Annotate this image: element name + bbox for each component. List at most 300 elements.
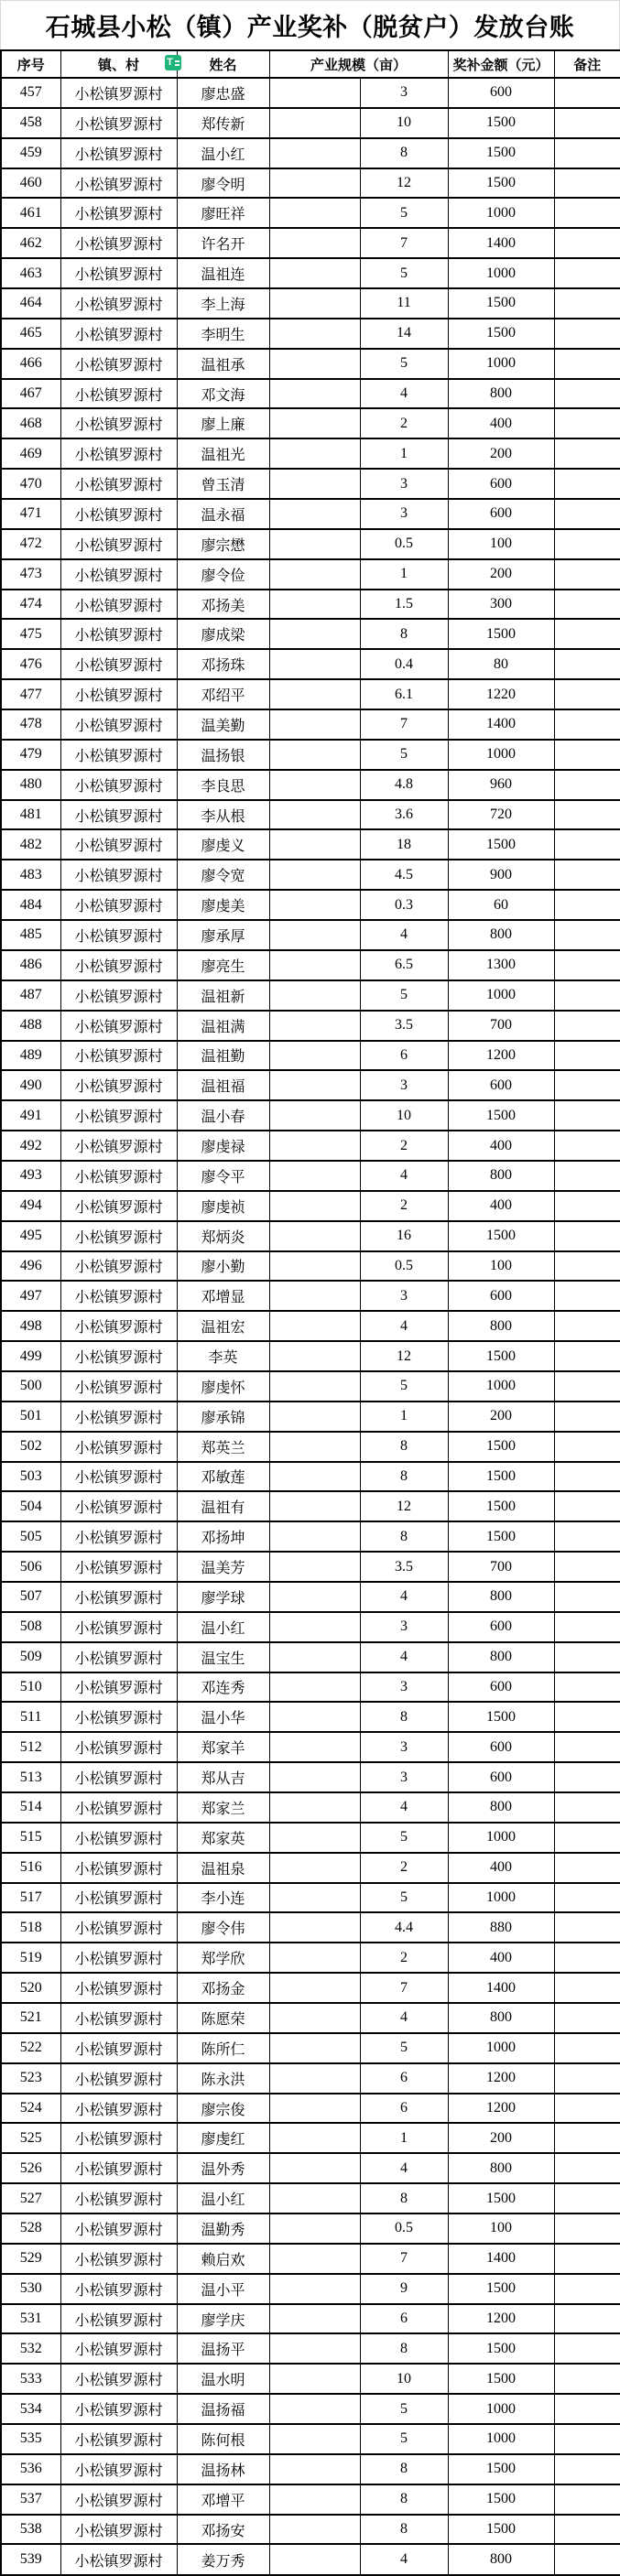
cell-amount: 600: [448, 1732, 554, 1762]
cell-remark: [554, 258, 620, 288]
cell-scale-blank: [269, 1251, 360, 1282]
cell-remark: [554, 2033, 620, 2063]
cell-serial: 467: [1, 379, 60, 409]
cell-serial: 523: [1, 2063, 60, 2094]
cell-serial: 508: [1, 1612, 60, 1642]
cell-name: 廖令平: [177, 1161, 269, 1191]
cell-serial: 509: [1, 1642, 60, 1672]
cell-name: 许名开: [177, 228, 269, 258]
cell-scale-blank: [269, 1672, 360, 1703]
cell-amount: 1200: [448, 1041, 554, 1071]
cell-amount: 900: [448, 860, 554, 890]
cell-serial: 491: [1, 1100, 60, 1131]
cell-name: 廖学庆: [177, 2304, 269, 2334]
cell-name: 廖小勤: [177, 1251, 269, 1282]
cell-village: 小松镇罗源村: [60, 168, 177, 199]
cell-village: 小松镇罗源村: [60, 78, 177, 108]
cell-village: 小松镇罗源村: [60, 2063, 177, 2094]
cell-scale-value: 3.5: [360, 1552, 448, 1582]
cell-name: 温祖光: [177, 438, 269, 469]
cell-scale-blank: [269, 1161, 360, 1191]
cell-serial: 529: [1, 2244, 60, 2274]
cell-amount: 600: [448, 1612, 554, 1642]
table-row: [1, 2244, 620, 2274]
cell-serial: 469: [1, 438, 60, 469]
cell-serial: 503: [1, 1462, 60, 1492]
cell-name: 陈愿荣: [177, 2003, 269, 2033]
cell-name: 廖成梁: [177, 619, 269, 649]
cell-village: 小松镇罗源村: [60, 1191, 177, 1221]
cell-remark: [554, 529, 620, 559]
cell-amount: 400: [448, 1853, 554, 1883]
cell-scale-blank: [269, 258, 360, 288]
cell-amount: 1500: [448, 619, 554, 649]
cell-serial: 498: [1, 1311, 60, 1341]
cell-amount: 1000: [448, 2033, 554, 2063]
cell-amount: 600: [448, 1281, 554, 1311]
cell-amount: 1000: [448, 198, 554, 228]
cell-scale-blank: [269, 2544, 360, 2575]
cell-amount: 200: [448, 559, 554, 590]
cell-scale-blank: [269, 78, 360, 108]
cell-village: 小松镇罗源村: [60, 980, 177, 1011]
cell-amount: 800: [448, 1642, 554, 1672]
cell-remark: [554, 108, 620, 138]
cell-scale-value: 1: [360, 1402, 448, 1432]
cell-village: 小松镇罗源村: [60, 740, 177, 770]
cell-remark: [554, 2484, 620, 2515]
cell-serial: 473: [1, 559, 60, 590]
cell-scale-value: 8: [360, 2454, 448, 2484]
cell-village: 小松镇罗源村: [60, 2003, 177, 2033]
translate-extension-icon[interactable]: [165, 55, 181, 70]
cell-scale-value: 12: [360, 168, 448, 199]
cell-scale-blank: [269, 1100, 360, 1131]
cell-name: 邓扬坤: [177, 1521, 269, 1552]
cell-village: 小松镇罗源村: [60, 379, 177, 409]
table-row: [1, 1191, 620, 1221]
cell-amount: 600: [448, 1672, 554, 1703]
cell-amount: 1300: [448, 950, 554, 980]
title-bar: [0, 0, 620, 49]
cell-name: 邓增显: [177, 1281, 269, 1311]
cell-scale-value: 16: [360, 1221, 448, 1251]
cell-remark: [554, 1521, 620, 1552]
cell-scale-value: 8: [360, 2333, 448, 2364]
cell-name: 廖令伟: [177, 1912, 269, 1943]
col-header-amount: 奖补金额（元）: [448, 50, 554, 78]
cell-amount: 600: [448, 499, 554, 529]
cell-remark: [554, 168, 620, 199]
cell-scale-blank: [269, 1311, 360, 1341]
cell-serial: 500: [1, 1371, 60, 1402]
cell-scale-blank: [269, 1552, 360, 1582]
table-row: [1, 1552, 620, 1582]
cell-remark: [554, 1462, 620, 1492]
cell-remark: [554, 920, 620, 950]
table-row: [1, 499, 620, 529]
table-row: [1, 1462, 620, 1492]
cell-name: 邓扬美: [177, 590, 269, 620]
cell-scale-value: 2: [360, 1853, 448, 1883]
cell-village: 小松镇罗源村: [60, 1070, 177, 1100]
cell-serial: 479: [1, 740, 60, 770]
cell-name: 温水明: [177, 2364, 269, 2394]
cell-village: 小松镇罗源村: [60, 1883, 177, 1913]
cell-amount: 1500: [448, 2484, 554, 2515]
cell-remark: [554, 319, 620, 349]
cell-scale-value: 8: [360, 1432, 448, 1462]
table-row: [1, 469, 620, 499]
table-row: [1, 2454, 620, 2484]
table-row: [1, 1221, 620, 1251]
cell-village: 小松镇罗源村: [60, 2333, 177, 2364]
cell-scale-blank: [269, 800, 360, 830]
cell-remark: [554, 1432, 620, 1462]
cell-scale-blank: [269, 1702, 360, 1732]
cell-amount: 400: [448, 408, 554, 438]
cell-name: 温小红: [177, 1612, 269, 1642]
cell-scale-blank: [269, 2274, 360, 2304]
cell-remark: [554, 2063, 620, 2094]
cell-name: 陈所仁: [177, 2033, 269, 2063]
cell-scale-blank: [269, 1973, 360, 2003]
cell-remark: [554, 198, 620, 228]
table-row: [1, 740, 620, 770]
cell-serial: 532: [1, 2333, 60, 2364]
cell-village: 小松镇罗源村: [60, 258, 177, 288]
cell-remark: [554, 1853, 620, 1883]
cell-village: 小松镇罗源村: [60, 829, 177, 860]
cell-name: 廖宗俊: [177, 2094, 269, 2124]
cell-scale-value: 10: [360, 1100, 448, 1131]
cell-amount: 1400: [448, 709, 554, 740]
cell-scale-value: 4: [360, 1311, 448, 1341]
cell-amount: 1400: [448, 228, 554, 258]
cell-scale-blank: [269, 1732, 360, 1762]
table-row: [1, 2033, 620, 2063]
cell-scale-blank: [269, 2033, 360, 2063]
cell-remark: [554, 1582, 620, 1612]
table-row: [1, 138, 620, 168]
cell-scale-value: 5: [360, 2394, 448, 2424]
table-row: [1, 950, 620, 980]
table-row: [1, 408, 620, 438]
cell-name: 温祖有: [177, 1491, 269, 1521]
translate-icon-lines: [175, 60, 179, 66]
cell-amount: 1500: [448, 2364, 554, 2394]
cell-scale-blank: [269, 1070, 360, 1100]
cell-amount: 1500: [448, 1702, 554, 1732]
cell-scale-value: 5: [360, 980, 448, 1011]
cell-amount: 1000: [448, 2424, 554, 2454]
cell-village: 小松镇罗源村: [60, 2544, 177, 2575]
cell-remark: [554, 1041, 620, 1071]
cell-remark: [554, 499, 620, 529]
table-row: [1, 1131, 620, 1161]
table-row: [1, 1732, 620, 1762]
cell-serial: 470: [1, 469, 60, 499]
cell-amount: 100: [448, 529, 554, 559]
cell-amount: 1500: [448, 138, 554, 168]
cell-village: 小松镇罗源村: [60, 349, 177, 379]
cell-scale-value: 3: [360, 499, 448, 529]
cell-amount: 1500: [448, 1521, 554, 1552]
table-row: [1, 709, 620, 740]
cell-amount: 100: [448, 2213, 554, 2244]
cell-name: 李上海: [177, 288, 269, 319]
cell-serial: 493: [1, 1161, 60, 1191]
cell-name: 温扬银: [177, 740, 269, 770]
cell-name: 温祖勤: [177, 1041, 269, 1071]
cell-village: 小松镇罗源村: [60, 1762, 177, 1792]
table-row: [1, 770, 620, 800]
cell-remark: [554, 2333, 620, 2364]
cell-amount: 200: [448, 2123, 554, 2153]
cell-remark: [554, 78, 620, 108]
cell-serial: 512: [1, 1732, 60, 1762]
cell-remark: [554, 1672, 620, 1703]
cell-village: 小松镇罗源村: [60, 2153, 177, 2183]
cell-amount: 400: [448, 1191, 554, 1221]
cell-scale-blank: [269, 980, 360, 1011]
cell-amount: 800: [448, 920, 554, 950]
cell-remark: [554, 1221, 620, 1251]
cell-amount: 60: [448, 890, 554, 920]
cell-name: 李从根: [177, 800, 269, 830]
cell-scale-blank: [269, 860, 360, 890]
cell-amount: 1500: [448, 1100, 554, 1131]
cell-remark: [554, 1612, 620, 1642]
cell-serial: 458: [1, 108, 60, 138]
cell-name: 廖虔怀: [177, 1371, 269, 1402]
cell-serial: 468: [1, 408, 60, 438]
cell-scale-blank: [269, 679, 360, 709]
cell-serial: 511: [1, 1702, 60, 1732]
cell-village: 小松镇罗源村: [60, 2033, 177, 2063]
cell-village: 小松镇罗源村: [60, 2244, 177, 2274]
table-row: [1, 2274, 620, 2304]
table-body: [1, 78, 620, 2575]
cell-village: 小松镇罗源村: [60, 1642, 177, 1672]
table-row: [1, 319, 620, 349]
table-row: [1, 860, 620, 890]
cell-scale-blank: [269, 2183, 360, 2213]
cell-amount: 1500: [448, 319, 554, 349]
cell-scale-blank: [269, 1402, 360, 1432]
cell-remark: [554, 619, 620, 649]
cell-remark: [554, 469, 620, 499]
cell-scale-blank: [269, 1582, 360, 1612]
cell-serial: 481: [1, 800, 60, 830]
cell-village: 小松镇罗源村: [60, 1973, 177, 2003]
cell-village: 小松镇罗源村: [60, 1041, 177, 1071]
cell-village: 小松镇罗源村: [60, 1672, 177, 1703]
table-row: [1, 1402, 620, 1432]
cell-serial: 487: [1, 980, 60, 1011]
cell-name: 温扬平: [177, 2333, 269, 2364]
cell-amount: 1500: [448, 168, 554, 199]
table-row: [1, 1432, 620, 1462]
cell-scale-blank: [269, 829, 360, 860]
cell-amount: 1500: [448, 2274, 554, 2304]
cell-serial: 463: [1, 258, 60, 288]
cell-amount: 1500: [448, 1221, 554, 1251]
cell-serial: 526: [1, 2153, 60, 2183]
cell-scale-value: 8: [360, 1462, 448, 1492]
cell-remark: [554, 740, 620, 770]
cell-scale-value: 6: [360, 1041, 448, 1071]
cell-scale-blank: [269, 2153, 360, 2183]
cell-village: 小松镇罗源村: [60, 108, 177, 138]
cell-remark: [554, 1912, 620, 1943]
cell-amount: 1200: [448, 2304, 554, 2334]
cell-remark: [554, 2394, 620, 2424]
col-header-name: 姓名: [177, 50, 269, 78]
cell-amount: 1000: [448, 258, 554, 288]
cell-serial: 476: [1, 649, 60, 679]
cell-serial: 506: [1, 1552, 60, 1582]
cell-name: 廖忠盛: [177, 78, 269, 108]
cell-serial: 486: [1, 950, 60, 980]
cell-scale-blank: [269, 2454, 360, 2484]
cell-village: 小松镇罗源村: [60, 860, 177, 890]
cell-village: 小松镇罗源村: [60, 438, 177, 469]
cell-scale-blank: [269, 770, 360, 800]
cell-village: 小松镇罗源村: [60, 1432, 177, 1462]
cell-amount: 600: [448, 78, 554, 108]
cell-village: 小松镇罗源村: [60, 2515, 177, 2545]
table-row: [1, 438, 620, 469]
cell-village: 小松镇罗源村: [60, 2183, 177, 2213]
cell-village: 小松镇罗源村: [60, 1823, 177, 1853]
cell-name: 廖虔禄: [177, 1131, 269, 1161]
cell-scale-value: 4.8: [360, 770, 448, 800]
cell-scale-blank: [269, 559, 360, 590]
cell-village: 小松镇罗源村: [60, 1311, 177, 1341]
cell-village: 小松镇罗源村: [60, 319, 177, 349]
cell-serial: 497: [1, 1281, 60, 1311]
cell-village: 小松镇罗源村: [60, 288, 177, 319]
cell-scale-blank: [269, 2123, 360, 2153]
cell-name: 邓扬珠: [177, 649, 269, 679]
cell-name: 郑炳炎: [177, 1221, 269, 1251]
cell-remark: [554, 408, 620, 438]
cell-scale-blank: [269, 1041, 360, 1071]
cell-serial: 480: [1, 770, 60, 800]
table-row: [1, 1521, 620, 1552]
cell-name: 温祖连: [177, 258, 269, 288]
cell-name: 赖启欢: [177, 2244, 269, 2274]
cell-name: 温小平: [177, 2274, 269, 2304]
cell-scale-value: 3.6: [360, 800, 448, 830]
col-header-serial: 序号: [1, 50, 60, 78]
cell-scale-value: 0.4: [360, 649, 448, 679]
cell-village: 小松镇罗源村: [60, 770, 177, 800]
cell-serial: 477: [1, 679, 60, 709]
cell-remark: [554, 679, 620, 709]
cell-scale-blank: [269, 379, 360, 409]
cell-village: 小松镇罗源村: [60, 1912, 177, 1943]
cell-village: 小松镇罗源村: [60, 2394, 177, 2424]
cell-remark: [554, 2123, 620, 2153]
cell-name: 温扬林: [177, 2454, 269, 2484]
cell-amount: 1000: [448, 1883, 554, 1913]
cell-scale-value: 4: [360, 2153, 448, 2183]
cell-scale-value: 10: [360, 108, 448, 138]
cell-remark: [554, 2454, 620, 2484]
table-row: [1, 2484, 620, 2515]
table-row: [1, 1762, 620, 1792]
cell-scale-value: 8: [360, 619, 448, 649]
table-row: [1, 1371, 620, 1402]
cell-village: 小松镇罗源村: [60, 619, 177, 649]
cell-serial: 472: [1, 529, 60, 559]
cell-amount: 880: [448, 1912, 554, 1943]
cell-scale-blank: [269, 2304, 360, 2334]
cell-name: 李明生: [177, 319, 269, 349]
cell-scale-value: 2: [360, 408, 448, 438]
cell-scale-value: 3: [360, 469, 448, 499]
table-row: [1, 349, 620, 379]
table-row: [1, 78, 620, 108]
cell-scale-value: 10: [360, 2364, 448, 2394]
cell-scale-blank: [269, 2213, 360, 2244]
cell-serial: 528: [1, 2213, 60, 2244]
cell-scale-blank: [269, 1432, 360, 1462]
cell-scale-blank: [269, 319, 360, 349]
cell-name: 廖学球: [177, 1582, 269, 1612]
table-row: [1, 1853, 620, 1883]
cell-scale-blank: [269, 168, 360, 199]
cell-name: 邓文海: [177, 379, 269, 409]
cell-serial: 495: [1, 1221, 60, 1251]
cell-amount: 1500: [448, 1491, 554, 1521]
cell-scale-value: 6: [360, 2304, 448, 2334]
table-row: [1, 1672, 620, 1703]
cell-scale-blank: [269, 1642, 360, 1672]
col-header-scale: 产业规模（亩）: [269, 50, 448, 78]
cell-scale-value: 5: [360, 740, 448, 770]
cell-village: 小松镇罗源村: [60, 2364, 177, 2394]
cell-scale-value: 8: [360, 2515, 448, 2545]
cell-name: 温扬福: [177, 2394, 269, 2424]
cell-amount: 800: [448, 1582, 554, 1612]
cell-scale-blank: [269, 1823, 360, 1853]
table-row: [1, 1161, 620, 1191]
cell-remark: [554, 2274, 620, 2304]
cell-remark: [554, 1552, 620, 1582]
cell-serial: 527: [1, 2183, 60, 2213]
cell-name: 郑从吉: [177, 1762, 269, 1792]
cell-remark: [554, 1281, 620, 1311]
cell-village: 小松镇罗源村: [60, 499, 177, 529]
table-row: [1, 529, 620, 559]
cell-remark: [554, 2304, 620, 2334]
cell-remark: [554, 1943, 620, 1973]
table-row: [1, 2364, 620, 2394]
cell-scale-value: 5: [360, 1823, 448, 1853]
cell-scale-value: 2: [360, 1131, 448, 1161]
cell-serial: 513: [1, 1762, 60, 1792]
cell-amount: 1500: [448, 108, 554, 138]
cell-amount: 200: [448, 438, 554, 469]
cell-serial: 496: [1, 1251, 60, 1282]
table-row: [1, 829, 620, 860]
cell-serial: 505: [1, 1521, 60, 1552]
cell-serial: 482: [1, 829, 60, 860]
cell-village: 小松镇罗源村: [60, 1582, 177, 1612]
